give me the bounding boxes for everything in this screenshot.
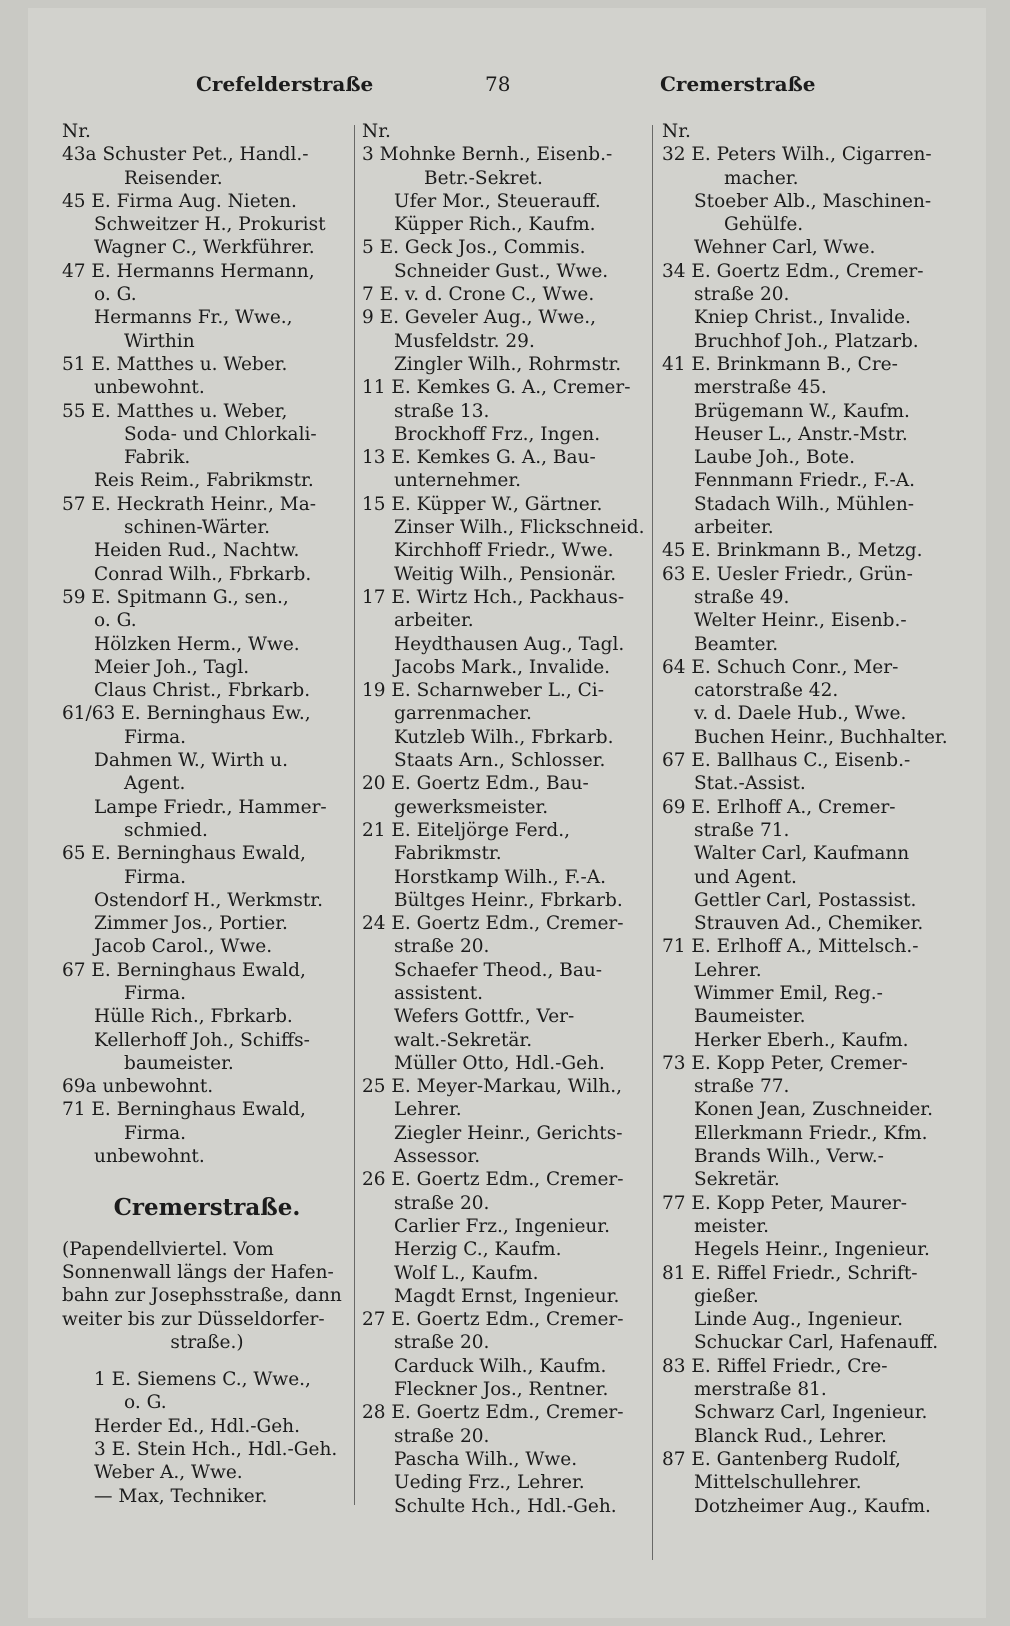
- directory-line: Firma.: [124, 1122, 187, 1144]
- header-right-street: Cremerstraße: [660, 72, 816, 96]
- directory-line: Kniep Christ., Invalide.: [694, 307, 911, 329]
- directory-line: v. d. Daele Hub., Wwe.: [694, 703, 907, 725]
- directory-line: arbeiter.: [394, 610, 474, 632]
- directory-line: Brockhoff Frz., Ingen.: [394, 423, 601, 445]
- directory-line: Kutzleb Wilh., Fbrkarb.: [394, 726, 614, 748]
- directory-line: 9 E. Geveler Aug., Wwe.,: [362, 307, 596, 329]
- directory-line: Horstkamp Wilh., F.-A.: [394, 866, 606, 888]
- directory-line: 45 E. Brinkmann B., Metzg.: [662, 540, 923, 562]
- directory-line: 26 E. Goertz Edm., Cremer-: [362, 1169, 624, 1191]
- directory-line: Nr.: [362, 121, 391, 142]
- directory-line: 67 E. Berninghaus Ewald,: [62, 959, 306, 981]
- directory-line: 13 E. Kemkes G. A., Bau-: [362, 447, 596, 469]
- directory-line: Blanck Rud., Lehrer.: [694, 1425, 887, 1447]
- directory-line: 45 E. Firma Aug. Nieten.: [62, 190, 297, 212]
- directory-line: Hülle Rich., Fbrkarb.: [94, 1006, 293, 1028]
- directory-line: 71 E. Berninghaus Ewald,: [62, 1099, 306, 1121]
- column-1: [62, 120, 352, 1508]
- directory-line: Staats Arn., Schlosser.: [394, 750, 606, 772]
- directory-line: straße 71.: [694, 819, 790, 841]
- directory-line: Hölzken Herm., Wwe.: [94, 633, 300, 655]
- directory-line: Fleckner Jos., Rentner.: [394, 1379, 609, 1401]
- directory-line: merstraße 45.: [694, 377, 827, 399]
- directory-line: 21 E. Eiteljörge Ferd.,: [362, 819, 571, 841]
- directory-line: Wimmer Emil, Reg.-: [694, 982, 883, 1004]
- directory-line: Fabrik.: [124, 447, 191, 469]
- directory-line: Hegels Heinr., Ingenieur.: [694, 1239, 930, 1261]
- directory-line: Lehrer.: [694, 959, 762, 981]
- directory-line: 47 E. Hermanns Hermann,: [62, 260, 315, 282]
- directory-line: 17 E. Wirtz Hch., Packhaus-: [362, 586, 625, 608]
- directory-line: baumeister.: [124, 1052, 234, 1074]
- directory-line: 32 E. Peters Wilh., Cigarren-: [662, 144, 932, 166]
- directory-line: und Agent.: [694, 866, 797, 888]
- directory-line: 11 E. Kemkes G. A., Cremer-: [362, 377, 631, 399]
- directory-line: 69a unbewohnt.: [62, 1076, 214, 1098]
- directory-line: Ufer Mor., Steuerauff.: [394, 190, 601, 212]
- directory-line: Pascha Wilh., Wwe.: [394, 1448, 578, 1470]
- directory-line: unbewohnt.: [94, 377, 205, 399]
- directory-line: Schulte Hch., Hdl.-Geh.: [394, 1495, 617, 1517]
- directory-line: merstraße 81.: [694, 1379, 827, 1401]
- directory-line: Baumeister.: [694, 1006, 806, 1028]
- directory-line: 63 E. Uesler Friedr., Grün-: [662, 563, 913, 585]
- directory-line: Nr.: [662, 121, 691, 142]
- directory-line: Ellerkmann Friedr., Kfm.: [694, 1122, 928, 1144]
- directory-line: Brügemann W., Kaufm.: [694, 400, 910, 422]
- section-note-line: straße.): [170, 1331, 244, 1353]
- directory-line: Beamter.: [694, 633, 779, 655]
- directory-line: Zingler Wilh., Rohrmstr.: [394, 353, 622, 375]
- directory-line: Herzig C., Kaufm.: [394, 1239, 562, 1261]
- directory-line: assistent.: [394, 982, 484, 1004]
- section-note-line: bahn zur Josephsstraße, dann: [62, 1285, 342, 1307]
- column-2: [362, 120, 652, 1518]
- directory-line: Heydthausen Aug., Tagl.: [394, 633, 625, 655]
- directory-line: straße 20.: [694, 284, 790, 306]
- directory-line: Wefers Gottfr., Ver-: [394, 1006, 575, 1028]
- directory-line: 27 E. Goertz Edm., Cremer-: [362, 1309, 624, 1331]
- directory-line: Ziegler Heinr., Gerichts-: [394, 1122, 623, 1144]
- section-note-line: (Papendellviertel. Vom: [62, 1238, 274, 1260]
- directory-line: 61/63 E. Berninghaus Ew.,: [62, 703, 311, 725]
- directory-line: Bruchhof Joh., Platzarb.: [694, 330, 919, 352]
- directory-line: straße 20.: [394, 936, 490, 958]
- directory-line: Stat.-Assist.: [694, 773, 806, 795]
- directory-line: o. G.: [124, 1392, 167, 1414]
- directory-line: Carlier Frz., Ingenieur.: [394, 1215, 611, 1237]
- section-note-line: Sonnenwall längs der Hafen-: [62, 1261, 334, 1283]
- directory-line: Schaefer Theod., Bau-: [394, 959, 603, 981]
- directory-line: 43a Schuster Pet., Handl.-: [62, 144, 309, 166]
- directory-line: Dotzheimer Aug., Kaufm.: [694, 1495, 931, 1517]
- directory-line: Kellerhoff Joh., Schiffs-: [94, 1029, 310, 1051]
- directory-line: Schneider Gust., Wwe.: [394, 260, 609, 282]
- directory-line: Wolf L., Kaufm.: [394, 1262, 539, 1284]
- directory-line: 87 E. Gantenberg Rudolf,: [662, 1448, 901, 1470]
- directory-line: Weber A., Wwe.: [94, 1462, 243, 1484]
- directory-line: Ueding Frz., Lehrer.: [394, 1472, 585, 1494]
- directory-line: catorstraße 42.: [694, 680, 839, 702]
- directory-line: Claus Christ., Fbrkarb.: [94, 680, 311, 702]
- directory-line: o. G.: [94, 284, 137, 306]
- directory-line: 59 E. Spitmann G., sen.,: [62, 586, 289, 608]
- directory-line: Wagner C., Werkführer.: [94, 237, 315, 259]
- directory-line: 15 E. Küpper W., Gärtner.: [362, 493, 603, 515]
- directory-line: Bültges Heinr., Fbrkarb.: [394, 889, 623, 911]
- directory-line: Gettler Carl, Postassist.: [694, 889, 917, 911]
- directory-line: 7 E. v. d. Crone C., Wwe.: [362, 284, 595, 306]
- column-divider: [354, 125, 355, 1505]
- directory-line: Firma.: [124, 982, 187, 1004]
- directory-line: Stadach Wilh., Mühlen-: [694, 493, 915, 515]
- section-note-line: weiter bis zur Düsseldorfer-: [62, 1308, 325, 1330]
- directory-line: gewerksmeister.: [394, 796, 549, 818]
- directory-line: Firma.: [124, 866, 187, 888]
- directory-line: 19 E. Scharnweber L., Ci-: [362, 680, 604, 702]
- directory-line: Mittelschullehrer.: [694, 1472, 862, 1494]
- directory-line: Herder Ed., Hdl.-Geh.: [94, 1415, 300, 1437]
- directory-line: Linde Aug., Ingenieur.: [694, 1309, 903, 1331]
- directory-line: gießer.: [694, 1285, 759, 1307]
- directory-line: 67 E. Ballhaus C., Eisenb.-: [662, 750, 911, 772]
- directory-line: 1 E. Siemens C., Wwe.,: [94, 1369, 311, 1391]
- directory-line: Konen Jean, Zuschneider.: [694, 1099, 933, 1121]
- directory-line: 55 E. Matthes u. Weber,: [62, 400, 288, 422]
- directory-line: 69 E. Erlhoff A., Cremer-: [662, 796, 896, 818]
- directory-line: straße 20.: [394, 1192, 490, 1214]
- directory-line: Nr.: [62, 121, 91, 142]
- section-title: Cremerstraße.: [113, 1194, 301, 1222]
- directory-line: Reisender.: [124, 167, 223, 189]
- page-number: 78: [485, 72, 511, 96]
- directory-line: Heuser L., Anstr.-Mstr.: [694, 423, 908, 445]
- directory-line: 5 E. Geck Jos., Commis.: [362, 237, 586, 259]
- directory-line: straße 49.: [694, 586, 790, 608]
- directory-line: schinen-Wärter.: [124, 517, 271, 539]
- directory-line: straße 77.: [694, 1076, 790, 1098]
- directory-line: Agent.: [124, 773, 186, 795]
- directory-line: 65 E. Berninghaus Ewald,: [62, 843, 306, 865]
- directory-line: Firma.: [124, 726, 187, 748]
- header-left-street: Crefelderstraße: [196, 72, 374, 96]
- directory-line: Lampe Friedr., Hammer-: [94, 796, 327, 818]
- directory-line: Zimmer Jos., Portier.: [94, 913, 288, 935]
- directory-line: 51 E. Matthes u. Weber.: [62, 353, 288, 375]
- directory-line: macher.: [724, 167, 799, 189]
- directory-line: straße 20.: [394, 1425, 490, 1447]
- directory-line: garrenmacher.: [394, 703, 532, 725]
- column-3: [662, 120, 972, 1518]
- directory-line: Heiden Rud., Nachtw.: [94, 540, 300, 562]
- directory-line: Stoeber Alb., Maschinen-: [694, 190, 932, 212]
- directory-line: 83 E. Riffel Friedr., Cre-: [662, 1355, 888, 1377]
- section-note: [62, 1238, 352, 1354]
- directory-line: 25 E. Meyer-Markau, Wilh.,: [362, 1076, 623, 1098]
- directory-line: 3 E. Stein Hch., Hdl.-Geh.: [94, 1439, 338, 1461]
- directory-line: Musfeldstr. 29.: [394, 330, 535, 352]
- directory-line: Conrad Wilh., Fbrkarb.: [94, 563, 312, 585]
- directory-line: Fennmann Friedr., F.-A.: [694, 470, 916, 492]
- directory-line: Carduck Wilh., Kaufm.: [394, 1355, 607, 1377]
- directory-line: Reis Reim., Fabrikmstr.: [94, 470, 314, 492]
- directory-line: straße 20.: [394, 1332, 490, 1354]
- directory-line: 20 E. Goertz Edm., Bau-: [362, 773, 589, 795]
- directory-line: walt.-Sekretär.: [394, 1029, 533, 1051]
- directory-line: 34 E. Goertz Edm., Cremer-: [662, 260, 924, 282]
- directory-line: Ostendorf H., Werkmstr.: [94, 889, 323, 911]
- directory-line: Soda- und Chlorkali-: [124, 423, 317, 445]
- directory-line: Kirchhoff Friedr., Wwe.: [394, 540, 614, 562]
- directory-line: Assessor.: [394, 1146, 481, 1168]
- directory-line: arbeiter.: [694, 517, 774, 539]
- directory-line: Schwarz Carl, Ingenieur.: [694, 1402, 928, 1424]
- directory-line: 73 E. Kopp Peter, Cremer-: [662, 1052, 908, 1074]
- directory-line: Weitig Wilh., Pensionär.: [394, 563, 617, 585]
- directory-line: meister.: [694, 1215, 769, 1237]
- directory-line: Walter Carl, Kaufmann: [694, 843, 910, 865]
- directory-line: 64 E. Schuch Conr., Mer-: [662, 656, 899, 678]
- directory-line: Dahmen W., Wirth u.: [94, 750, 288, 772]
- directory-line: unbewohnt.: [94, 1146, 205, 1168]
- directory-line: 41 E. Brinkmann B., Cre-: [662, 353, 898, 375]
- directory-line: Wirthin: [124, 330, 195, 352]
- directory-line: Strauven Ad., Chemiker.: [694, 913, 924, 935]
- directory-line: 77 E. Kopp Peter, Maurer-: [662, 1192, 908, 1214]
- directory-line: 71 E. Erlhoff A., Mittelsch.-: [662, 936, 919, 958]
- directory-line: 81 E. Riffel Friedr., Schrift-: [662, 1262, 918, 1284]
- directory-line: Betr.-Sekret.: [424, 167, 543, 189]
- directory-line: Wehner Carl, Wwe.: [694, 237, 876, 259]
- directory-line: Meier Joh., Tagl.: [94, 656, 250, 678]
- directory-line: Müller Otto, Hdl.-Geh.: [394, 1052, 605, 1074]
- directory-line: Herker Eberh., Kaufm.: [694, 1029, 909, 1051]
- directory-line: Buchen Heinr., Buchhalter.: [694, 726, 948, 748]
- directory-line: Küpper Rich., Kaufm.: [394, 214, 596, 236]
- directory-line: Schweitzer H., Prokurist: [94, 214, 326, 236]
- directory-line: 57 E. Heckrath Heinr., Ma-: [62, 493, 317, 515]
- directory-line: unternehmer.: [394, 470, 522, 492]
- directory-line: Magdt Ernst, Ingenieur.: [394, 1285, 620, 1307]
- directory-line: Zinser Wilh., Flickschneid.: [394, 517, 645, 539]
- directory-line: Laube Joh., Bote.: [694, 447, 856, 469]
- page-header: [0, 72, 1010, 112]
- directory-line: Sekretär.: [694, 1169, 780, 1191]
- directory-line: straße 13.: [394, 400, 490, 422]
- directory-line: Brands Wilh., Verw.-: [694, 1146, 884, 1168]
- directory-line: 24 E. Goertz Edm., Cremer-: [362, 913, 624, 935]
- directory-line: Jacobs Mark., Invalide.: [394, 656, 611, 678]
- directory-line: Fabrikmstr.: [394, 843, 502, 865]
- directory-line: Jacob Carol., Wwe.: [94, 936, 273, 958]
- directory-line: Gehülfe.: [724, 214, 804, 236]
- directory-line: o. G.: [94, 610, 137, 632]
- column-divider: [652, 125, 653, 1560]
- directory-line: schmied.: [124, 819, 208, 841]
- directory-line: Lehrer.: [394, 1099, 462, 1121]
- directory-line: Hermanns Fr., Wwe.,: [94, 307, 293, 329]
- directory-line: Welter Heinr., Eisenb.-: [694, 610, 907, 632]
- directory-line: 28 E. Goertz Edm., Cremer-: [362, 1402, 624, 1424]
- directory-line: 3 Mohnke Bernh., Eisenb.-: [362, 144, 613, 166]
- directory-line: Schuckar Carl, Hafenauff.: [694, 1332, 939, 1354]
- directory-line: — Max, Techniker.: [94, 1485, 268, 1507]
